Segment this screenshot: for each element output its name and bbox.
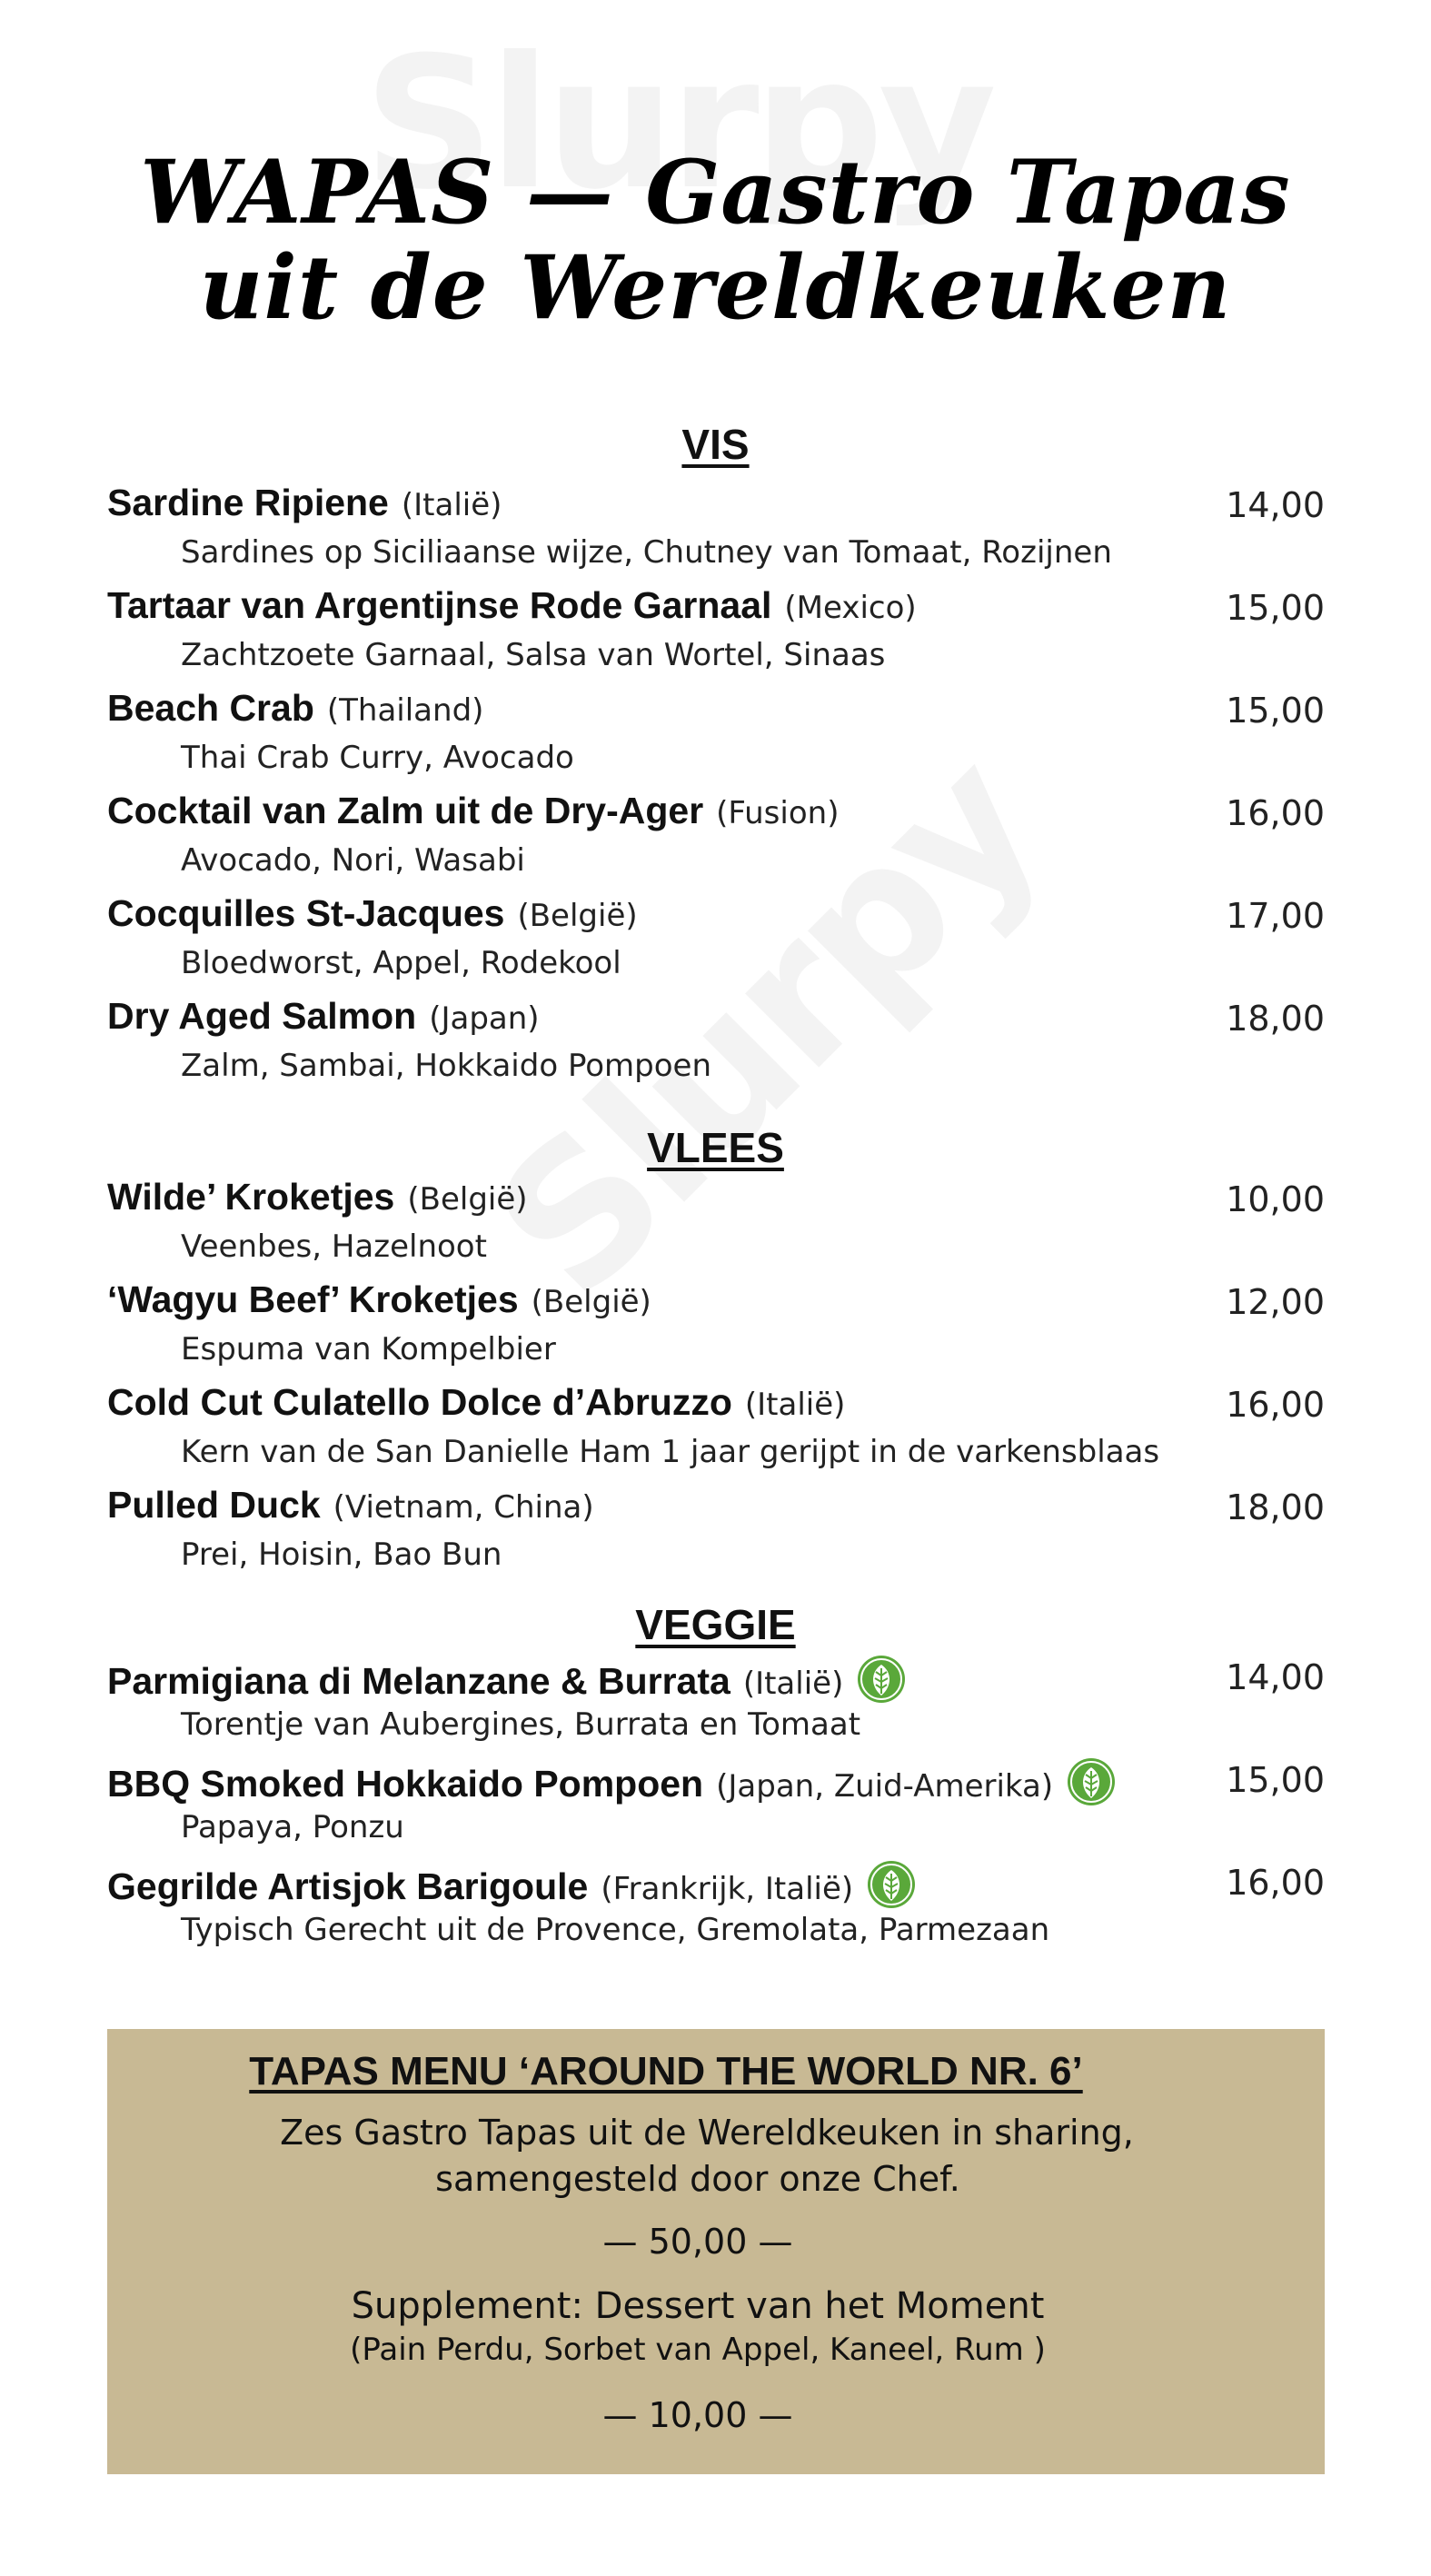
dish-description: Espuma van Kompelbier bbox=[181, 1331, 556, 1368]
dish-origin: (Italië) bbox=[744, 1387, 846, 1423]
menu-item bbox=[107, 1484, 1325, 1584]
dish-price: 14,00 bbox=[1226, 1657, 1325, 1697]
dish-description: Torentje van Aubergines, Burrata en Tomaat bbox=[181, 1706, 861, 1743]
tapas-menu-price: — 50,00 — bbox=[602, 2222, 793, 2262]
dish-name: Beach Crab bbox=[107, 687, 314, 729]
dish-origin: (Japan) bbox=[429, 1000, 540, 1037]
dish-price: 16,00 bbox=[1226, 1385, 1325, 1425]
dish-price: 15,00 bbox=[1226, 1760, 1325, 1800]
menu-title: WAPAS — Gastro Tapas bbox=[140, 141, 1291, 244]
leaf-icon bbox=[866, 1859, 917, 1910]
menu-item bbox=[107, 995, 1325, 1095]
tapas-menu-description: samengesteld door onze Chef. bbox=[435, 2159, 960, 2199]
menu-item bbox=[107, 790, 1325, 890]
dish-price: 10,00 bbox=[1226, 1179, 1325, 1219]
dish-description: Papaya, Ponzu bbox=[181, 1809, 404, 1845]
menu-item bbox=[107, 1859, 1325, 1959]
dish-description: Kern van de San Danielle Ham 1 jaar gerijpt in de varkensblaas bbox=[181, 1434, 1160, 1470]
dish-name: Cocktail van Zalm uit de Dry-Ager bbox=[107, 790, 704, 831]
dish-name: Sardine Ripiene bbox=[107, 482, 389, 523]
dish-origin: (Vietnam, China) bbox=[333, 1489, 594, 1526]
section-heading-veggie: VEGGIE bbox=[635, 1601, 796, 1648]
menu-item bbox=[107, 1654, 1325, 1754]
dish-price: 14,00 bbox=[1226, 485, 1325, 525]
dish-origin: (Japan, Zuid-Amerika) bbox=[716, 1768, 1054, 1805]
dish-origin: (België) bbox=[531, 1284, 651, 1320]
dish-origin: (Mexico) bbox=[784, 590, 917, 626]
dish-price: 16,00 bbox=[1226, 1863, 1325, 1903]
supplement-title: Supplement: Dessert van het Moment bbox=[351, 2285, 1045, 2327]
dish-origin: (België) bbox=[517, 898, 638, 934]
dish-description: Veenbes, Hazelnoot bbox=[181, 1228, 487, 1265]
menu-item bbox=[107, 892, 1325, 992]
menu-subtitle: uit de Wereldkeuken bbox=[199, 236, 1232, 339]
supplement-description: (Pain Perdu, Sorbet van Appel, Kaneel, Rum ) bbox=[350, 2332, 1046, 2368]
section-heading-vis: VIS bbox=[681, 421, 750, 468]
dish-description: Zachtzoete Garnaal, Salsa van Wortel, Sinaas bbox=[181, 637, 886, 673]
dish-origin: (Fusion) bbox=[716, 795, 840, 831]
menu-item bbox=[107, 1278, 1325, 1378]
supplement-price: — 10,00 — bbox=[602, 2395, 793, 2435]
tapas-menu-box bbox=[107, 2029, 1325, 2474]
dish-origin: (Frankrijk, Italië) bbox=[601, 1871, 854, 1907]
dish-description: Sardines op Siciliaanse wijze, Chutney van Tomaat, Rozijnen bbox=[181, 534, 1112, 571]
tapas-menu-description: Zes Gastro Tapas uit de Wereldkeuken in sharing, bbox=[280, 2113, 1134, 2153]
dish-price: 12,00 bbox=[1226, 1282, 1325, 1322]
leaf-icon bbox=[1066, 1756, 1117, 1807]
dish-price: 16,00 bbox=[1226, 793, 1325, 833]
dish-name: Parmigiana di Melanzane & Burrata bbox=[107, 1660, 730, 1702]
leaf-icon bbox=[856, 1654, 907, 1705]
dish-name: Cocquilles St-Jacques bbox=[107, 892, 505, 934]
dish-description: Avocado, Nori, Wasabi bbox=[181, 842, 525, 879]
dish-price: 15,00 bbox=[1226, 691, 1325, 731]
menu-item bbox=[107, 1176, 1325, 1276]
dish-name: Cold Cut Culatello Dolce d’Abruzzo bbox=[107, 1381, 732, 1423]
tapas-menu-title: TAPAS MENU ‘AROUND THE WORLD NR. 6’ bbox=[249, 2049, 1083, 2094]
menu-item bbox=[107, 687, 1325, 787]
dish-price: 15,00 bbox=[1226, 588, 1325, 628]
dish-name: Pulled Duck bbox=[107, 1484, 321, 1526]
section-heading-vlees: VLEES bbox=[647, 1124, 784, 1171]
dish-description: Thai Crab Curry, Avocado bbox=[181, 740, 574, 776]
menu-item bbox=[107, 482, 1325, 582]
dish-price: 18,00 bbox=[1226, 1487, 1325, 1527]
dish-description: Zalm, Sambai, Hokkaido Pompoen bbox=[181, 1048, 712, 1084]
dish-origin: (Italië) bbox=[742, 1666, 844, 1702]
dish-description: Prei, Hoisin, Bao Bun bbox=[181, 1537, 502, 1573]
dish-description: Typisch Gerecht uit de Provence, Gremolata, Parmezaan bbox=[181, 1912, 1050, 1948]
dish-description: Bloedworst, Appel, Rodekool bbox=[181, 945, 621, 981]
dish-name: Tartaar van Argentijnse Rode Garnaal bbox=[107, 584, 772, 626]
dish-name: Wilde’ Kroketjes bbox=[107, 1176, 395, 1218]
dish-name: BBQ Smoked Hokkaido Pompoen bbox=[107, 1763, 704, 1805]
dish-origin: (Italië) bbox=[401, 487, 502, 523]
dish-name: ‘Wagyu Beef’ Kroketjes bbox=[107, 1278, 519, 1320]
dish-origin: (België) bbox=[407, 1181, 528, 1218]
dish-price: 17,00 bbox=[1226, 896, 1325, 936]
menu-item bbox=[107, 1756, 1325, 1856]
menu-item bbox=[107, 1381, 1325, 1481]
dish-name: Gegrilde Artisjok Barigoule bbox=[107, 1865, 589, 1907]
menu-item bbox=[107, 584, 1325, 684]
dish-price: 18,00 bbox=[1226, 999, 1325, 1039]
dish-name: Dry Aged Salmon bbox=[107, 995, 417, 1037]
dish-origin: (Thailand) bbox=[326, 692, 484, 729]
